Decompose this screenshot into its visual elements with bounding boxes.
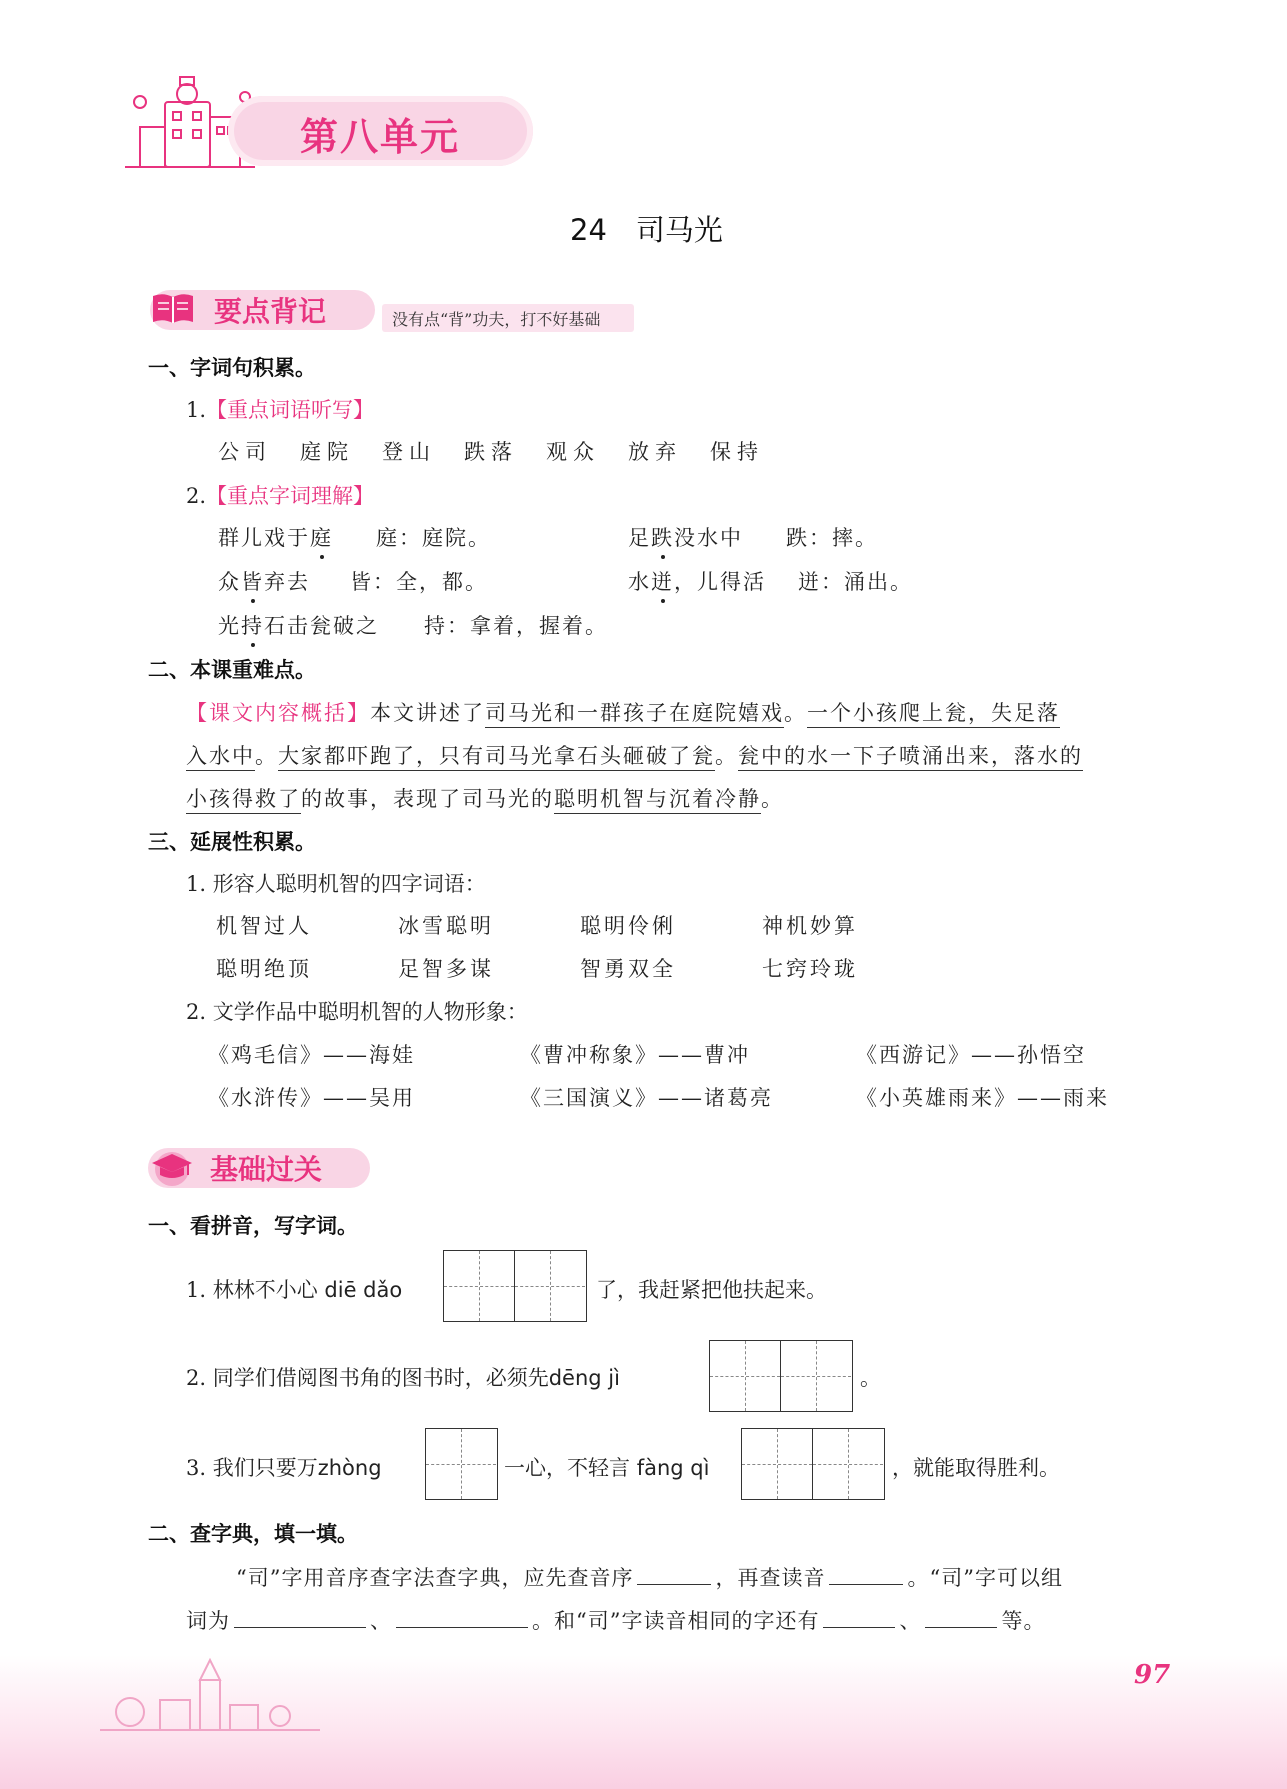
word: 庭院 — [300, 440, 354, 464]
part3-heading: 三、延展性积累。 — [148, 830, 316, 854]
idiom: 聪明伶俐 — [580, 914, 676, 938]
gloss-sentence: 水迸，儿得活 — [628, 570, 766, 594]
item1-num: 1. — [186, 398, 207, 422]
open-book-icon — [150, 290, 196, 326]
gloss-explanation: 迸：涌出。 — [798, 570, 913, 594]
section-label-key-points: 要点背记 — [214, 295, 327, 328]
q3-mid: 一心，不轻言 fàng qì — [504, 1456, 710, 1480]
tagline: 没有点“背”功夫，打不好基础 — [392, 310, 601, 329]
summary-line-3: 小孩得救了的故事，表现了司马光的聪明机智与沉着冷静。 — [186, 783, 784, 813]
answer-box-q2[interactable] — [709, 1340, 853, 1412]
character-pair: 《曹冲称象》——曹冲 — [520, 1043, 750, 1067]
item1-label: 【重点词语听写】 — [206, 398, 375, 422]
idiom: 智勇双全 — [580, 957, 676, 981]
part1-heading: 一、字词句积累。 — [148, 356, 316, 380]
dict-line-2: 词为 、 。和“司”字读音相同的字还有 、 等。 — [186, 1609, 1046, 1633]
q3-post: ，就能取得胜利。 — [892, 1456, 1060, 1480]
exercise2-heading: 二、查字典，填一填。 — [148, 1522, 358, 1546]
section-label-basics: 基础过关 — [210, 1153, 323, 1186]
word: 保持 — [710, 440, 764, 464]
idiom: 机智过人 — [216, 914, 312, 938]
word-list — [218, 436, 764, 466]
gloss-explanation: 庭：庭院。 — [376, 526, 491, 550]
pinyin: fàng qì — [636, 1456, 710, 1480]
character-pair: 《西游记》——孙悟空 — [856, 1043, 1086, 1067]
blank-input[interactable] — [637, 1564, 711, 1585]
q1-post: 了，我赶紧把他扶起来。 — [596, 1278, 827, 1302]
character-pair: 《三国演义》——诸葛亮 — [520, 1086, 773, 1110]
gloss-sentence: 足跌没水中 — [628, 526, 743, 550]
answer-box-q3a[interactable] — [425, 1428, 498, 1500]
summary-line-1: 【课文内容概括】本文讲述了司马光和一群孩子在庭院嬉戏。一个小孩爬上瓮，失足落 — [186, 697, 1060, 727]
character-pair: 《小英雄雨来》——雨来 — [856, 1086, 1109, 1110]
word: 放弃 — [628, 440, 682, 464]
part3-item1: 1. 形容人聪明机智的四字词语： — [186, 872, 486, 896]
blank-input[interactable] — [823, 1607, 895, 1628]
q1-text: 1. 林林不小心 diē dǎo — [186, 1278, 403, 1302]
gloss-sentence: 群儿戏于庭 — [218, 526, 333, 550]
character-pair: 《鸡毛信》——海娃 — [208, 1043, 415, 1067]
graduation-cap-icon — [148, 1145, 196, 1187]
gloss-sentence: 光持石击瓮破之 — [218, 614, 379, 638]
item2-title — [186, 480, 374, 510]
idiom: 神机妙算 — [762, 914, 858, 938]
idiom: 足智多谋 — [398, 957, 494, 981]
part3-item2: 2. 文学作品中聪明机智的人物形象： — [186, 1000, 528, 1024]
blank-input[interactable] — [829, 1564, 903, 1585]
blank-input[interactable] — [396, 1607, 528, 1628]
q2-text: 2. 同学们借阅图书角的图书时，必须先dēng jì — [186, 1366, 620, 1390]
dict-line-1: “司”字用音序查字法查字典，应先查音序 ，再查读音 。“司”字可以组 — [236, 1566, 1063, 1590]
idiom: 七窍玲珑 — [762, 957, 858, 981]
word: 观众 — [546, 440, 600, 464]
gloss-explanation: 跌：摔。 — [786, 526, 878, 550]
part2-heading: 二、本课重难点。 — [148, 658, 316, 682]
item2-label: 【重点字词理解】 — [206, 484, 375, 508]
unit-title: 第八单元 — [300, 115, 461, 159]
castle-illustration — [100, 1650, 320, 1740]
pinyin: dēng jì — [548, 1366, 620, 1390]
lesson-title: 24 司马光 — [570, 213, 723, 247]
exercise1-heading: 一、看拼音，写字词。 — [148, 1214, 358, 1238]
gloss-explanation: 皆：全，都。 — [350, 570, 488, 594]
item1-title — [186, 394, 374, 424]
blank-input[interactable] — [234, 1607, 366, 1628]
word: 公司 — [218, 440, 272, 464]
blank-input[interactable] — [925, 1607, 997, 1628]
answer-box-q1[interactable] — [443, 1250, 587, 1322]
answer-box-q3b[interactable] — [741, 1428, 885, 1500]
character-pair: 《水浒传》——吴用 — [208, 1086, 415, 1110]
gloss-explanation: 持：拿着，握着。 — [424, 614, 608, 638]
word: 登山 — [382, 440, 436, 464]
item2-num: 2. — [186, 484, 207, 508]
q3-text: 3. 我们只要万zhòng — [186, 1456, 382, 1480]
idiom: 聪明绝顶 — [216, 957, 312, 981]
summary-line-2: 入水中。大家都吓跑了，只有司马光拿石头砸破了瓮。瓮中的水一下子喷涌出来，落水的 — [186, 740, 1083, 770]
page-number: 97 — [1134, 1660, 1171, 1690]
pinyin: diē dǎo — [324, 1278, 403, 1302]
idiom: 冰雪聪明 — [398, 914, 494, 938]
pinyin: zhòng — [317, 1456, 382, 1480]
word: 跌落 — [464, 440, 518, 464]
gloss-sentence: 众皆弃去 — [218, 570, 310, 594]
q2-post: 。 — [860, 1366, 881, 1390]
